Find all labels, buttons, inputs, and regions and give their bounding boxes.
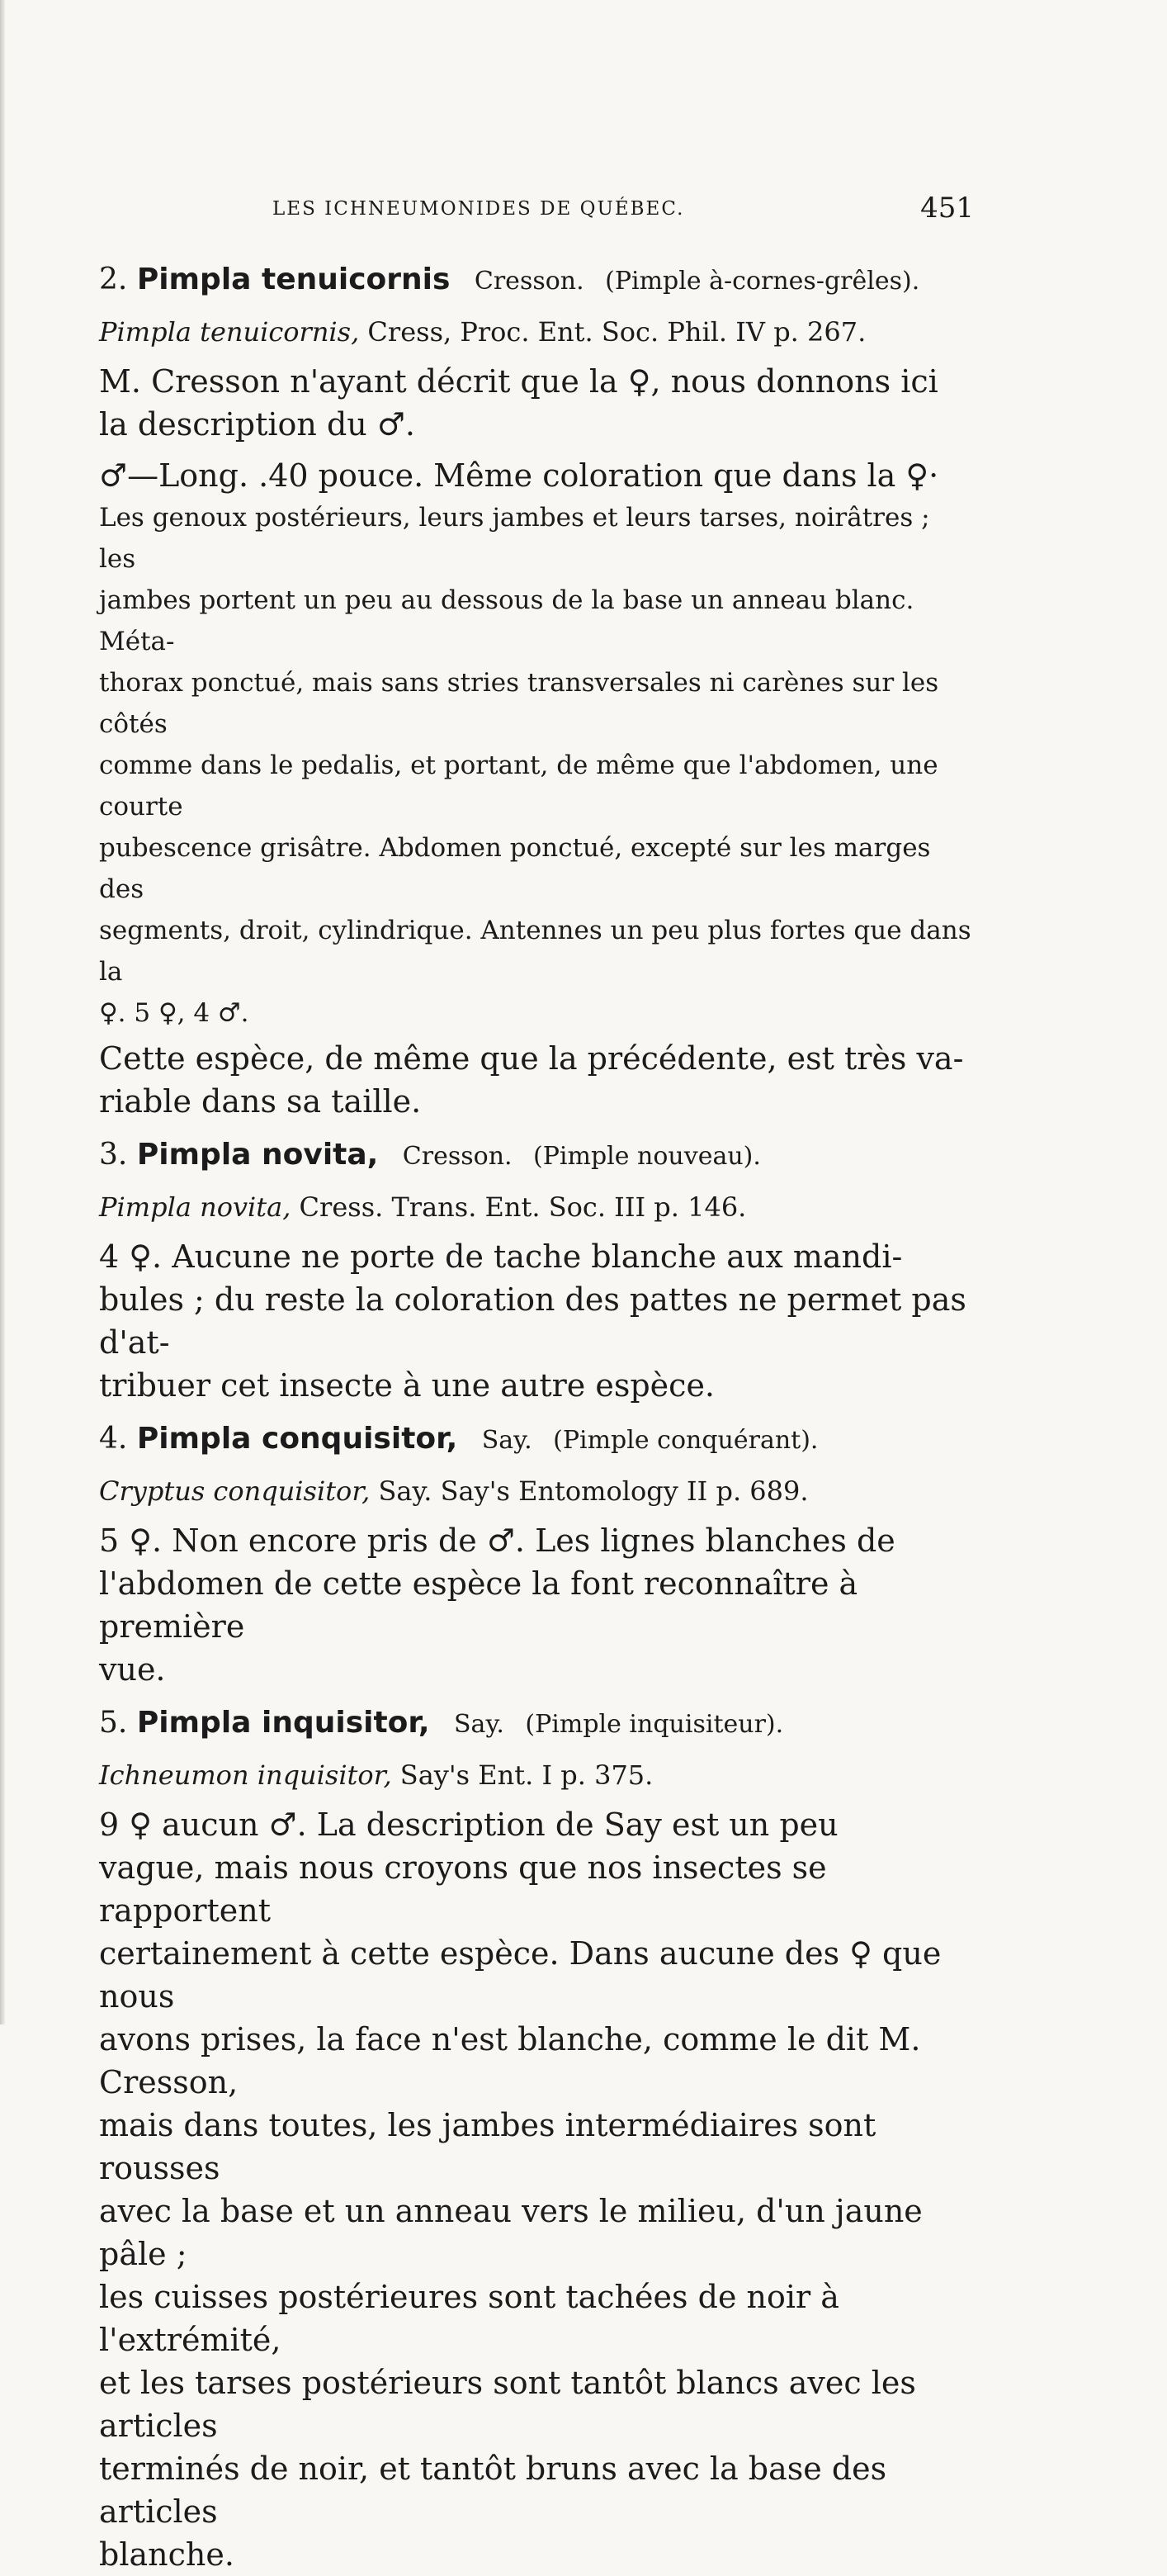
citation-reference: Cress. Trans. Ent. Soc. III p. 146. [299, 1191, 747, 1223]
species-citation [99, 1468, 974, 1514]
paragraph [99, 1037, 974, 1123]
text-line: pubescence grisâtre. Abdomen ponctué, excepté sur les marges des [99, 833, 931, 904]
text-line: M. Cresson n'ayant décrit que la ♀, nous donnons ici [99, 363, 938, 400]
page-body [99, 248, 974, 2576]
paragraph [99, 360, 974, 446]
species-author: Cresson. [402, 1142, 513, 1171]
text-line: vue. [99, 1651, 166, 1688]
citation-reference: Say. Say's Entomology II p. 689. [378, 1475, 809, 1507]
species-citation [99, 1184, 974, 1230]
page-header [99, 192, 974, 233]
citation-synonym: Pimpla tenuicornis, [99, 316, 360, 348]
species-common-name: (Pimple à-cornes-grêles). [605, 267, 920, 296]
page-number: 451 [920, 192, 974, 225]
species-citation [99, 1752, 974, 1798]
running-head: LES ICHNEUMONIDES DE QUÉBEC. [272, 198, 685, 220]
text-line: avec la base et un anneau vers le milieu, d'un jaune pâle ; [99, 2193, 923, 2272]
page-edge [0, 0, 5, 2024]
text-line: mais dans toutes, les jambes intermédiaires sont rousses [99, 2107, 876, 2186]
species-heading [99, 1129, 974, 1182]
paragraph [99, 1803, 974, 2576]
paragraph [99, 1235, 974, 1407]
text-line: bules ; du reste la coloration des pattes ne permet pas d'at- [99, 1281, 966, 1361]
text-line: vague, mais nous croyons que nos insectes se rapportent [99, 1849, 827, 1929]
species-common-name: (Pimple inquisiteur). [525, 1710, 784, 1739]
species-heading [99, 1413, 974, 1466]
citation-synonym: Ichneumon inquisitor, [99, 1759, 392, 1791]
text-line: les cuisses postérieures sont tachées de noir à l'extrémité, [99, 2279, 839, 2358]
text-line: 5 ♀. Non encore pris de ♂. Les lignes blanches de [99, 1522, 895, 1559]
species-number: 2. [99, 263, 128, 296]
text-line: 4 ♀. Aucune ne porte de tache blanche aux mandi- [99, 1238, 903, 1275]
citation-reference: Cress, Proc. Ent. Soc. Phil. IV p. 267. [367, 316, 867, 348]
species-name: Pimpla tenuicornis [136, 263, 451, 296]
text-line: tribuer cet insecte à une autre espèce. [99, 1367, 716, 1404]
text-line: 9 ♀ aucun ♂. La description de Say est un peu [99, 1807, 839, 1843]
paragraph [99, 454, 974, 1034]
citation-reference: Say's Ent. I p. 375. [399, 1759, 654, 1791]
text-line: certainement à cette espèce. Dans aucune des ♀ que nous [99, 1935, 942, 2015]
text-line: la description du ♂. [99, 406, 416, 443]
species-name: Pimpla conquisitor, [136, 1422, 458, 1456]
species-name: Pimpla novita, [136, 1138, 379, 1172]
text-line: segments, droit, cylindrique. Antennes un peu plus fortes que dans la [99, 916, 971, 987]
species-name: Pimpla inquisitor, [136, 1706, 430, 1740]
text-line: Cette espèce, de même que la précédente, est très va- [99, 1040, 964, 1077]
text-line: comme dans le pedalis, et portant, de même que l'abdomen, une courte [99, 751, 938, 822]
text-line: ♀. 5 ♀, 4 ♂. [99, 998, 249, 1028]
species-common-name: (Pimple conquérant). [553, 1426, 819, 1455]
species-author: Say. [481, 1426, 532, 1455]
species-citation [99, 309, 974, 355]
text-line: riable dans sa taille. [99, 1083, 422, 1120]
species-author: Say. [454, 1710, 504, 1739]
species-number: 3. [99, 1138, 128, 1172]
citation-synonym: Cryptus conquisitor, [99, 1475, 371, 1507]
text-line: terminés de noir, et tantôt bruns avec la base des articles [99, 2451, 887, 2530]
text-line: Les genoux postérieurs, leurs jambes et leurs tarses, noirâtres ; les [99, 503, 930, 574]
species-common-name: (Pimple nouveau). [533, 1142, 761, 1171]
text-line: l'abdomen de cette espèce la font reconnaître à première [99, 1565, 858, 1645]
text-line: jambes portent un peu au dessous de la base un anneau blanc. Méta- [99, 585, 914, 656]
citation-synonym: Pimpla novita, [99, 1191, 291, 1223]
species-number: 4. [99, 1422, 128, 1456]
text-line: ♂—Long. .40 pouce. Même coloration que dans la ♀· [99, 457, 939, 494]
species-heading [99, 1698, 974, 1750]
species-number: 5. [99, 1706, 128, 1740]
paragraph [99, 1519, 974, 1691]
text-line: et les tarses postérieurs sont tantôt blancs avec les articles [99, 2365, 916, 2444]
text-line: blanche. [99, 2536, 234, 2573]
text-line: avons prises, la face n'est blanche, comme le dit M. Cresson, [99, 2021, 921, 2100]
species-author: Cresson. [474, 267, 584, 296]
text-line: thorax ponctué, mais sans stries transversales ni carènes sur les côtés [99, 668, 939, 739]
species-heading [99, 254, 974, 307]
